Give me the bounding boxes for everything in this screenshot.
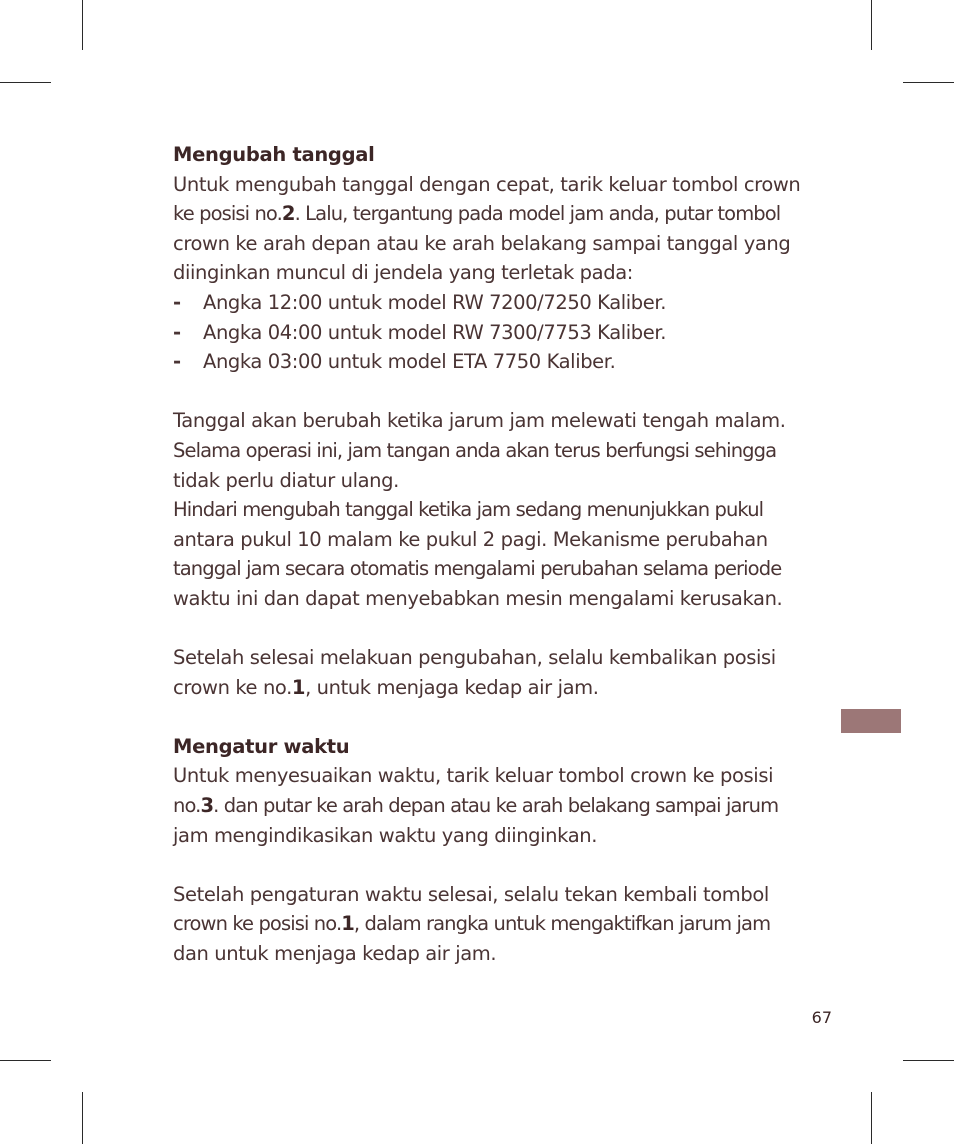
text-segment: , untuk menjaga kedap air jam.: [305, 675, 599, 699]
text-line: Setelah pengaturan waktu selesai, selalu tekan kembali tombol: [173, 882, 769, 906]
list-item-text: Angka 12:00 untuk model RW 7200/7250 Kaliber.: [203, 290, 666, 314]
text-line: jam mengindikasikan waktu yang diinginkan.: [173, 823, 597, 847]
paragraph-time-return: [173, 880, 813, 969]
text-line: tanggal jam secara otomatis mengalami perubahan selama periode: [173, 557, 782, 581]
crop-mark-top-right-vertical: [871, 0, 872, 50]
position-number: 1: [341, 912, 354, 936]
text-line: waktu ini dan dapat menyebabkan mesin mengalami kerusakan.: [173, 586, 783, 610]
paragraph-spacer: [173, 377, 813, 407]
paragraph-date-warning: [173, 495, 813, 613]
list-item: [173, 288, 813, 318]
text-line: Hindari mengubah tanggal ketika jam sedang menunjukkan pukul: [173, 498, 764, 522]
position-number: 1: [291, 675, 306, 699]
section-heading-change-date: Mengubah tanggal: [173, 143, 375, 166]
crop-mark-top-right-horizontal: [903, 82, 954, 83]
list-item-text: Angka 03:00 untuk model ETA 7750 Kaliber.: [203, 350, 616, 374]
text-segment: ke posisi no.: [173, 202, 282, 226]
text-line: tidak perlu diatur ulang.: [173, 468, 399, 492]
text-line: Tanggal akan berubah ketika jarum jam melewati tengah malam.: [173, 409, 786, 433]
section-heading-set-time: Mengatur waktu: [173, 734, 350, 758]
list-item: [173, 318, 813, 348]
section-tab-marker: [841, 709, 901, 733]
crop-mark-bottom-left-horizontal: [0, 1060, 51, 1061]
text-line: [173, 199, 813, 229]
model-position-list: [173, 288, 813, 377]
crop-mark-bottom-right-horizontal: [903, 1060, 954, 1061]
paragraph-spacer: [173, 614, 813, 644]
text-line: [173, 673, 813, 703]
text-line: [173, 909, 813, 939]
section-change-date: [173, 140, 813, 702]
position-number: 2: [281, 202, 295, 226]
crop-mark-bottom-left-vertical: [82, 1092, 83, 1144]
paragraph-time-adjust: [173, 761, 813, 850]
text-line: Setelah selesai melakuan pengubahan, selalu kembalikan posisi: [173, 646, 776, 670]
text-line: antara pukul 10 malam ke pukul 2 pagi. Mekanisme perubahan: [173, 527, 768, 551]
list-item-text: Angka 04:00 untuk model RW 7300/7753 Kaliber.: [203, 320, 666, 344]
text-line: diinginkan muncul di jendela yang terletak pada:: [173, 261, 633, 285]
text-line: crown ke arah depan atau ke arah belakang sampai tanggal yang: [173, 231, 791, 255]
text-segment: , dalam rangka untuk mengaktifkan jarum jam: [353, 912, 771, 936]
text-line: dan untuk menjaga kedap air jam.: [173, 942, 497, 966]
text-line: Untuk mengubah tanggal dengan cepat, tarik keluar tombol crown: [173, 172, 801, 196]
text-segment: crown ke no.: [173, 675, 292, 699]
text-line: Untuk menyesuaikan waktu, tarik keluar tombol crown ke posisi: [173, 764, 774, 788]
bullet-dash: -: [173, 290, 181, 314]
crop-mark-top-left-vertical: [82, 0, 83, 50]
section-set-time: [173, 732, 813, 969]
text-line: Selama operasi ini, jam tangan anda akan terus berfungsi sehingga: [173, 438, 777, 462]
crop-mark-bottom-right-vertical: [871, 1092, 872, 1144]
paragraph-date-intro: [173, 170, 813, 288]
text-segment: no.: [173, 794, 201, 818]
list-item: [173, 347, 813, 377]
paragraph-date-midnight: [173, 406, 813, 495]
crop-mark-top-left-horizontal: [0, 82, 51, 83]
page-number: 67: [811, 1008, 832, 1027]
text-segment: crown ke posisi no.: [173, 912, 342, 936]
page-content: [173, 140, 813, 969]
bullet-dash: -: [173, 350, 181, 374]
paragraph-date-return: [173, 643, 813, 702]
bullet-dash: -: [173, 320, 181, 344]
text-segment: . dan putar ke arah depan atau ke arah belakang sampai jarum: [213, 794, 779, 818]
position-number: 3: [200, 794, 214, 818]
section-spacer: [173, 702, 813, 732]
paragraph-spacer: [173, 850, 813, 880]
text-line: [173, 791, 813, 821]
text-segment: . Lalu, tergantung pada model jam anda, putar tombol: [294, 202, 781, 226]
